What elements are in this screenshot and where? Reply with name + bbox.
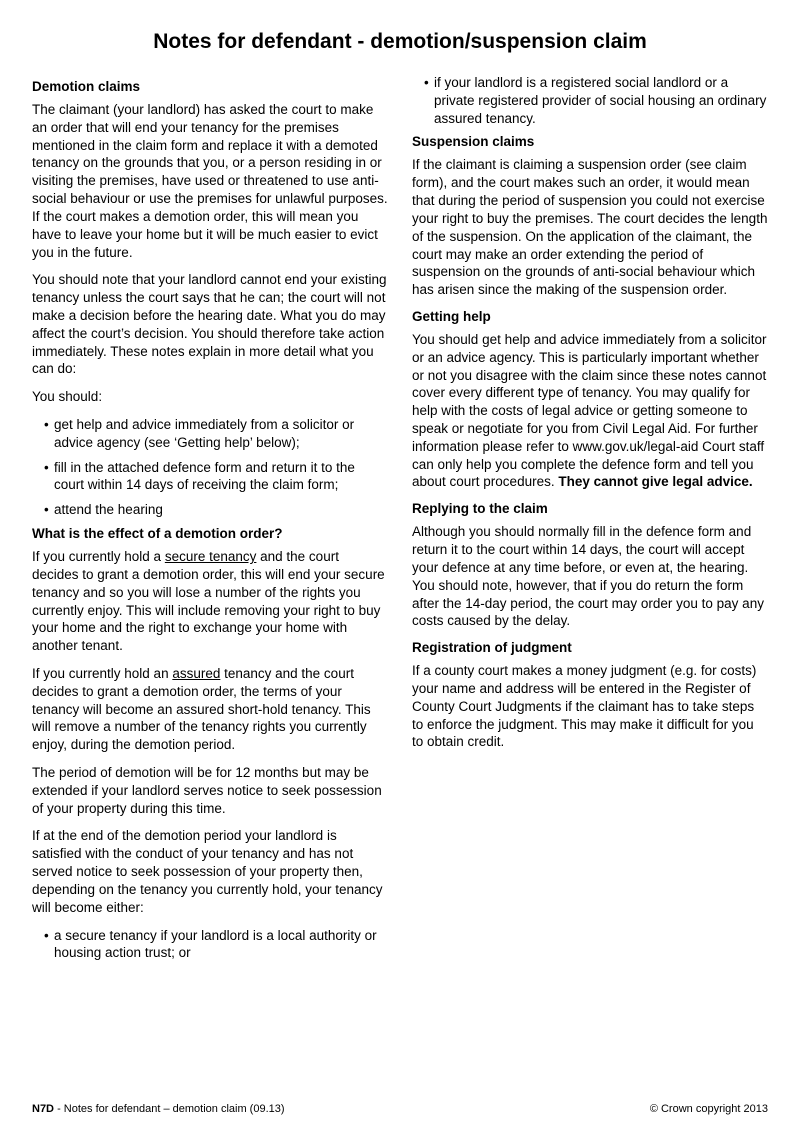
bullet-item [44, 416, 388, 452]
paragraph [32, 827, 388, 916]
paragraph [32, 388, 388, 406]
text-segment: Although you should normally fill in the defence form and return it to the court within 14 days, the court will accept your defence at any time before, or even at, the hearing. You should note, however, that if you do return the form after the 14-day period, the court may order you to pay any costs caused by the delay. [412, 524, 764, 629]
form-code: N7D [32, 1103, 55, 1115]
text-segment: a secure tenancy if your landlord is a local authority or housing action trust; or [54, 927, 377, 961]
text-segment: tenancy and the court decides to grant a demotion order, the terms of your tenancy will become an assured short-hold tenancy. This will remove a number of the tenancy rights you currently enjoy, during the demotion period. [32, 665, 371, 753]
text-segment: If you currently hold an [32, 665, 173, 681]
page-footer [32, 1103, 768, 1115]
bullet-item [424, 74, 768, 127]
text-segment: if your landlord is a registered social landlord or a private registered provider of social housing an ordinary assured tenancy. [434, 75, 767, 126]
section-heading: Getting help [412, 308, 491, 324]
text-segment: fill in the attached defence form and return it to the court within 14 days of receiving the claim form; [54, 459, 355, 493]
text-segment: If the claimant is claiming a suspension order (see claim form), and the court makes such an order, it would mean that during the period of suspension you could not exercise your right to buy the premises. The court decides the length of the suspension. On the application of the claimant, the court may make an order extending the period of suspension on the grounds of anti-social behaviour which has arisen since the making of the suspension order. [412, 157, 768, 298]
paragraph [412, 662, 768, 751]
text-segment: They cannot give legal advice. [558, 474, 753, 490]
footer-form-reference [32, 1103, 285, 1115]
paragraph [32, 271, 388, 378]
paragraph [32, 101, 388, 261]
bullet-list [424, 74, 768, 127]
left-column [32, 74, 388, 969]
section-heading: Demotion claims [32, 79, 141, 94]
text-segment: and the court decides to grant a demotion order, this will end your secure tenancy and so you will lose a number of the rights you currently enjoy. This will include removing your right to buy your home and the right to exchange your home with another tenant. [32, 549, 385, 654]
text-segment: secure tenancy [164, 549, 257, 565]
section-heading: Replying to the claim [412, 501, 548, 517]
text-segment: If you currently hold a [32, 549, 165, 565]
section-heading: Registration of judgment [412, 640, 572, 656]
bullet-item [44, 459, 388, 495]
text-segment: You should get help and advice immediately from a solicitor or an advice agency. This is particularly important whether or not you disagree with the claim since these notes cannot cover every different type of tenancy. You may qualify for help with the costs of legal advice or getting someone to speak or negotiate for you from Civil Legal Aid. For further information please refer to www.gov.uk/legal-aid Court staff can only help you complete the defence form and tell you about court procedures. [412, 331, 767, 490]
bullet-list [44, 416, 388, 519]
text-segment: If at the end of the demotion period your landlord is satisfied with the conduct of your tenancy and has not served notice to seek possession of your property then, depending on the tenancy you currently hold, your tenancy will become either: [32, 828, 383, 915]
text-segment: The claimant (your landlord) has asked the court to make an order that will end your tenancy for the premises mentioned in the claim form and replace it with a demoted tenancy on the grounds that you, or a person residing in or visiting the premises, have used or threatened to use anti-social behaviour or use the premises for unlawful purposes. If the court makes a demotion order, this will mean you have to leave your home but it will be much easier to evict you in the future. [32, 102, 388, 260]
text-segment: If a county court makes a money judgment (e.g. for costs) your name and address will be entered in the Register of County Court Judgments if the claimant has to take steps to enforce the judgment. This may make it difficult for you to obtain credit. [412, 663, 757, 750]
footer-form-title: - Notes for defendant – demotion claim (09.13) [54, 1103, 285, 1115]
paragraph [412, 156, 768, 299]
text-segment: You should note that your landlord cannot end your existing tenancy unless the court says that he can; the court will not make a decision before the hearing date. What you do may affect the court’s decision. You should therefore take action immediately. These notes explain in more detail what you can do: [32, 272, 387, 377]
paragraph [32, 548, 388, 655]
section-heading: What is the effect of a demotion order? [32, 526, 283, 542]
two-column-layout [32, 74, 768, 969]
paragraph [412, 523, 768, 630]
footer-copyright: © Crown copyright 2013 [649, 1103, 768, 1115]
section-heading: Suspension claims [412, 134, 535, 150]
bullet-item [44, 501, 388, 519]
bullet-item [44, 927, 388, 963]
text-segment: You should: [32, 389, 103, 405]
page-title: Notes for defendant - demotion/suspension claim [153, 30, 647, 53]
paragraph [32, 665, 388, 754]
text-segment: The period of demotion will be for 12 months but may be extended if your landlord serves notice to seek possession of your property during this time. [32, 765, 382, 816]
text-segment: attend the hearing [54, 502, 163, 518]
paragraph [412, 331, 768, 491]
right-column [412, 74, 768, 969]
paragraph [32, 764, 388, 817]
bullet-list [44, 927, 388, 963]
text-segment: assured [172, 665, 221, 681]
text-segment: get help and advice immediately from a solicitor or advice agency (see ‘Getting help’ below); [54, 417, 355, 450]
